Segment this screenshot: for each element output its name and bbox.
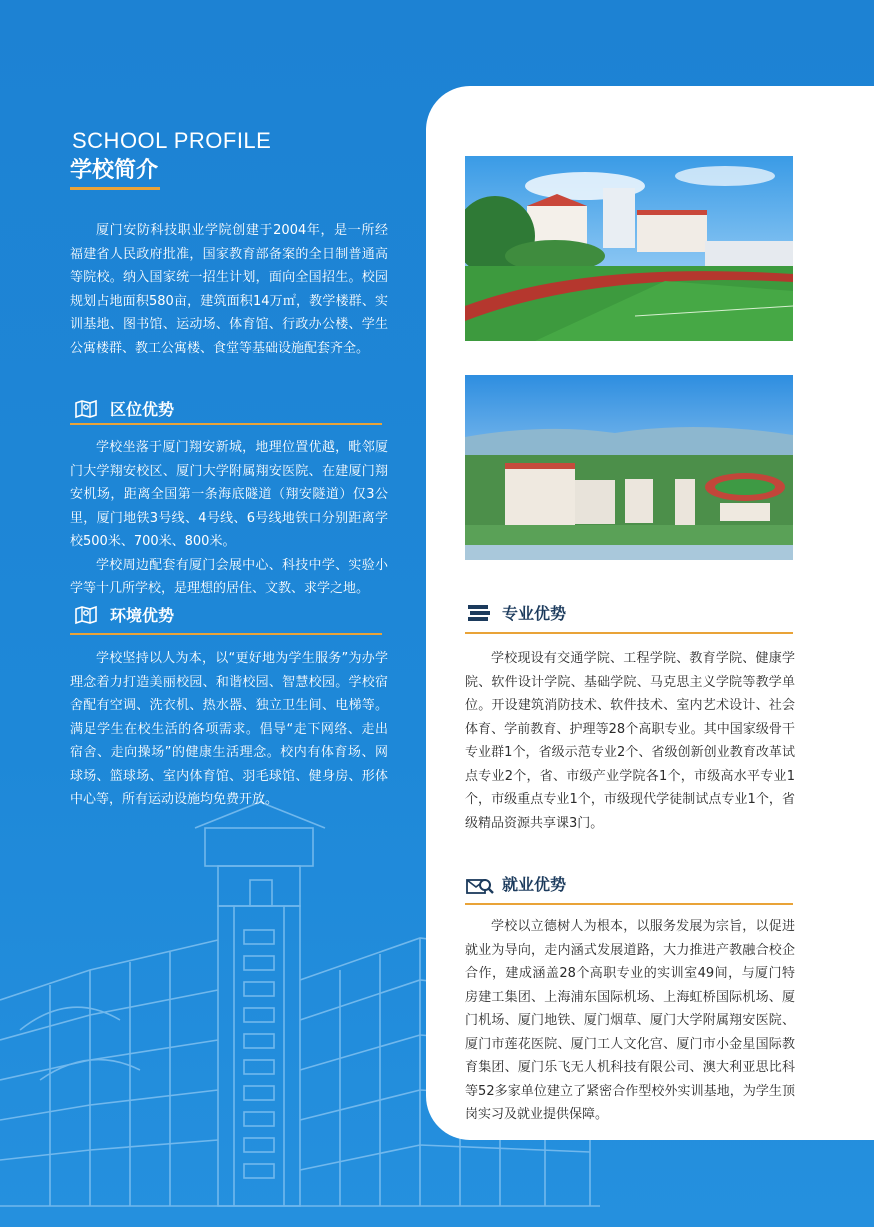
map-icon	[74, 399, 98, 419]
search-mail-icon	[466, 874, 490, 894]
majors-heading	[466, 601, 566, 624]
location-title: 区位优势	[110, 400, 175, 419]
location-paragraph	[70, 436, 388, 601]
intro-paragraph	[70, 219, 388, 360]
map-icon	[74, 605, 98, 625]
books-icon	[466, 603, 490, 623]
environment-text: 学校坚持以人为本，以“更好地为学生服务”为办学理念着力打造美丽校园、和谐校园、智慧校园。学校宿舍配有空调、洗衣机、热水器、独立卫生间、电梯等。满足学生在校生活的各项需求。倡导“走下网络、走出宿舍、走向操场”的健康生活理念。校内有体育场、网球场、篮球场、室内体育馆、羽毛球馆、健身房、形体中心等，所有运动设施均免费开放。	[70, 651, 388, 807]
employment-rule	[465, 903, 793, 905]
majors-text: 学校现设有交通学院、工程学院、教育学院、健康学院、软件设计学院、基础学院、马克思主义学院等教学单位。开设建筑消防技术、软件技术、室内艺术设计、社会体育、学前教育、护理等28个高职专业。其中国家级骨干专业群1个，省级示范专业2个、省级创新创业教育改革试点专业2个，省、市级产业学院各1个，市级高水平专业1个，市级重点专业1个，市级现代学徒制试点专业1个，省级精品资源共享课3门。	[465, 651, 795, 831]
environment-title: 环境优势	[110, 606, 175, 625]
location-rule	[70, 423, 382, 425]
employment-heading	[466, 872, 566, 895]
english-title: SCHOOL PROFILE	[72, 128, 272, 153]
location-heading	[74, 397, 174, 420]
employment-text: 学校以立德树人为根本，以服务发展为宗旨，以促进就业为导向，走内涵式发展道路，大力推进产教融合校企合作，建成涵盖28个高职专业的实训室49间，与厦门特房建工集团、上海浦东国际机场、上海虹桥国际机场、厦门机场、厦门地铁、厦门烟草、厦门大学附属翔安医院、厦门市莲花医院、厦门工人文化宫、厦门市小金星国际教育集团、厦门乐飞无人机科技有限公司、澳大利亚思比科等52多家单位建立了紧密合作型校外实训基地，为学生顶岗实习及就业提供保障。	[465, 919, 795, 1122]
environment-rule	[70, 633, 382, 635]
employment-title: 就业优势	[502, 875, 567, 894]
location-text-1: 学校坐落于厦门翔安新城，地理位置优越，毗邻厦门大学翔安校区、厦门大学附属翔安医院、在建厦门翔安机场，距离全国第一条海底隧道（翔安隧道）仅3公里，厦门地铁3号线、4号线、6号线地铁口分别距离学校500米、700米、800米。	[70, 440, 388, 549]
environment-paragraph	[70, 647, 388, 812]
majors-title: 专业优势	[502, 604, 567, 623]
page-title: 学校简介	[70, 158, 159, 183]
campus-photo-2	[465, 375, 793, 560]
intro-text: 厦门安防科技职业学院创建于2004年，是一所经福建省人民政府批准，国家教育部备案的全日制普通高等院校。纳入国家统一招生计划，面向全国招生。校园规划占地面积580亩，建筑面积14万㎡，教学楼群、实训基地、图书馆、运动场、体育馆、行政办公楼、学生公寓楼群、教工公寓楼、食堂等基础设施配套齐全。	[70, 223, 388, 356]
majors-paragraph	[465, 647, 795, 835]
location-text-2: 学校周边配套有厦门会展中心、科技中学、实验小学等十几所学校，是理想的居住、文教、求学之地。	[70, 557, 388, 596]
campus-photo-1	[465, 156, 793, 341]
majors-rule	[465, 632, 793, 634]
employment-paragraph	[465, 915, 795, 1127]
title-underline	[70, 187, 160, 190]
environment-heading	[74, 603, 174, 626]
